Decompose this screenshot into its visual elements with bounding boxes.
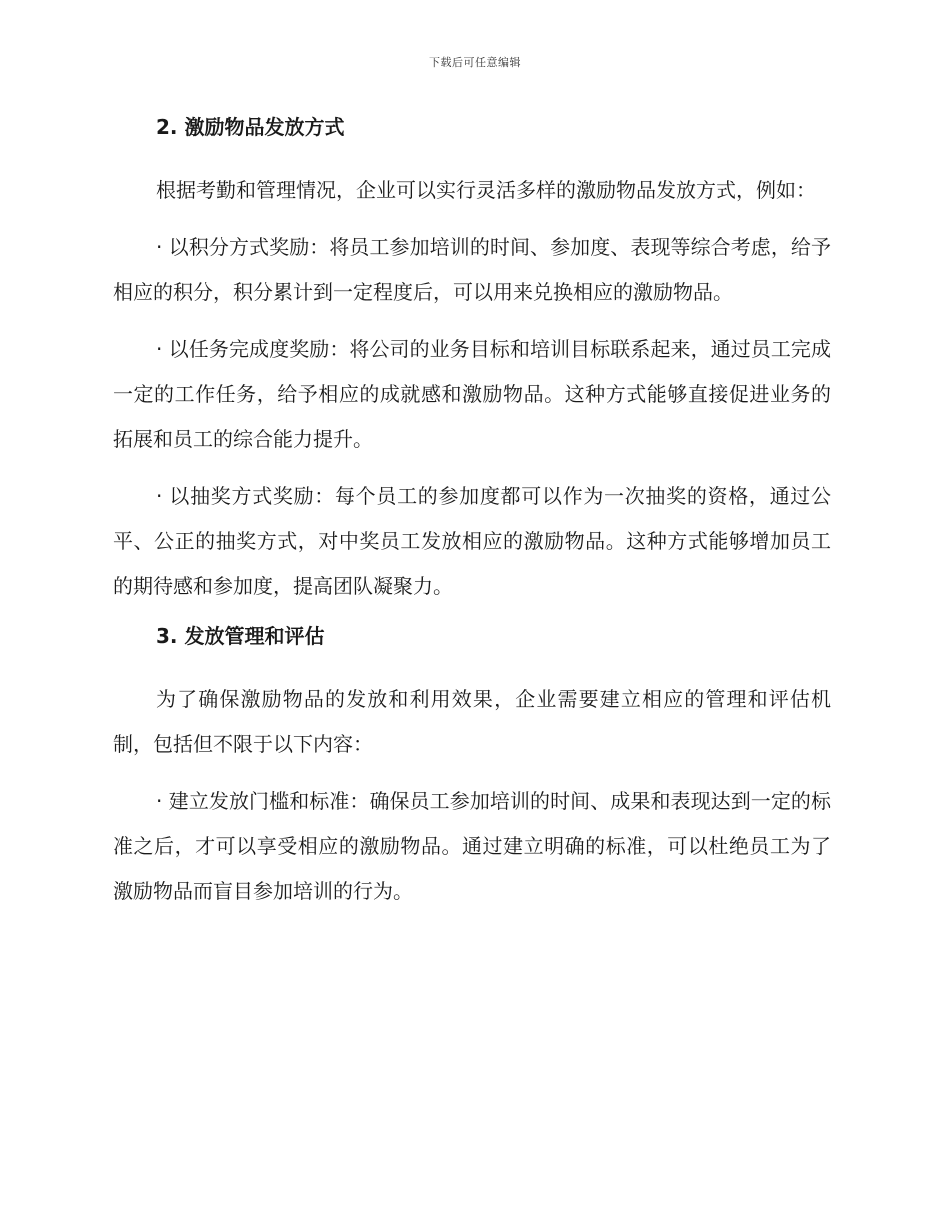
section-heading: 2. 激励物品发放方式 [156, 115, 345, 139]
bullet-paragraph: · 以积分方式奖励：将员工参加培训的时间、参加度、表现等综合考虑，给予相应的积分，积分累计到一定程度后，可以用来兑换相应的激励物品。 [113, 235, 831, 304]
document-body [113, 112, 831, 926]
bullet-paragraph: · 以任务完成度奖励：将公司的业务目标和培训目标联系起来，通过员工完成一定的工作任务，给予相应的成就感和激励物品。这种方式能够直接促进业务的拓展和员工的综合能力提升。 [113, 337, 831, 451]
bullet-paragraph: · 建立发放门槛和标准：确保员工参加培训的时间、成果和表现达到一定的标准之后，才可以享受相应的激励物品。通过建立明确的标准，可以杜绝员工为了激励物品而盲目参加培训的行为。 [113, 789, 831, 903]
paragraph: 根据考勤和管理情况，企业可以实行灵活多样的激励物品发放方式，例如： [156, 178, 816, 202]
section-heading: 3. 发放管理和评估 [156, 624, 325, 648]
paragraph: 为了确保激励物品的发放和利用效果，企业需要建立相应的管理和评估机制，包括但不限于以下内容： [113, 687, 831, 756]
header-note: 下载后可任意编辑 [429, 56, 521, 69]
bullet-paragraph: · 以抽奖方式奖励：每个员工的参加度都可以作为一次抽奖的资格，通过公平、公正的抽奖方式，对中奖员工发放相应的激励物品。这种方式能够增加员工的期待感和参加度，提高团队凝聚力。 [113, 484, 831, 598]
